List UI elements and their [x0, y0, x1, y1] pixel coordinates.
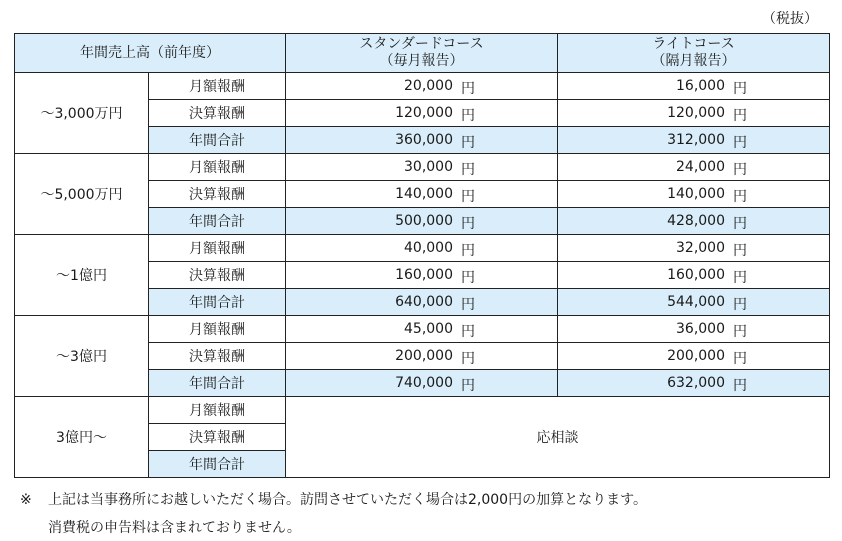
standard-price: 40,000 円: [286, 235, 558, 262]
standard-price: 160,000 円: [286, 262, 558, 289]
fee-table: [14, 33, 830, 478]
standard-price: 120,000 円: [286, 100, 558, 127]
item-label: 決算報酬: [149, 343, 286, 370]
header-standard-sub: （毎月報告）: [379, 53, 464, 69]
header-standard-course: [286, 34, 558, 73]
light-price: 140,000 円: [558, 181, 830, 208]
item-label-total: 年間合計: [149, 370, 286, 397]
light-price: 120,000 円: [558, 100, 830, 127]
header-annual-sales: 年間売上高（前年度）: [15, 34, 286, 73]
item-label: 決算報酬: [149, 424, 286, 451]
light-price: 32,000 円: [558, 235, 830, 262]
standard-total: 740,000 円: [286, 370, 558, 397]
footnote-line-1: [20, 489, 647, 509]
consult-label: 応相談: [286, 397, 830, 478]
light-total: 428,000 円: [558, 208, 830, 235]
item-label-total: 年間合計: [149, 208, 286, 235]
light-total: 544,000 円: [558, 289, 830, 316]
footnote-text-1: 上記は当事務所にお越しいただく場合。訪問させていただく場合は2,000円の加算となります。: [48, 492, 647, 508]
standard-price: 30,000 円: [286, 154, 558, 181]
item-label: 決算報酬: [149, 181, 286, 208]
header-standard-title: スタンダードコース: [359, 36, 484, 52]
standard-total: 360,000 円: [286, 127, 558, 154]
range-label: 3億円～: [15, 397, 149, 478]
header-light-title: ライトコース: [652, 36, 735, 52]
item-label-total: 年間合計: [149, 289, 286, 316]
header-light-course: [558, 34, 830, 73]
standard-total: 500,000 円: [286, 208, 558, 235]
header-light-sub: （隔月報告）: [651, 53, 736, 69]
item-label-total: 年間合計: [149, 127, 286, 154]
standard-price: 200,000 円: [286, 343, 558, 370]
item-label: 月額報酬: [149, 397, 286, 424]
item-label: 決算報酬: [149, 100, 286, 127]
item-label: 月額報酬: [149, 154, 286, 181]
item-label: 月額報酬: [149, 73, 286, 100]
light-total: 632,000 円: [558, 370, 830, 397]
item-label: 決算報酬: [149, 262, 286, 289]
standard-price: 45,000 円: [286, 316, 558, 343]
footnote-line-2: 消費税の申告料は含まれておりません。: [48, 520, 301, 536]
tax-excluded-note: （税抜）: [762, 11, 818, 27]
range-label: ～3億円: [15, 316, 149, 397]
light-total: 312,000 円: [558, 127, 830, 154]
range-label: ～3,000万円: [15, 73, 149, 154]
light-price: 36,000 円: [558, 316, 830, 343]
standard-price: 140,000 円: [286, 181, 558, 208]
range-label: ～5,000万円: [15, 154, 149, 235]
item-label: 月額報酬: [149, 235, 286, 262]
light-price: 200,000 円: [558, 343, 830, 370]
light-price: 24,000 円: [558, 154, 830, 181]
range-label: ～1億円: [15, 235, 149, 316]
light-price: 160,000 円: [558, 262, 830, 289]
standard-price: 20,000 円: [286, 73, 558, 100]
standard-total: 640,000 円: [286, 289, 558, 316]
item-label-total: 年間合計: [149, 451, 286, 478]
footnote-mark: ※: [20, 492, 32, 508]
light-price: 16,000 円: [558, 73, 830, 100]
item-label: 月額報酬: [149, 316, 286, 343]
